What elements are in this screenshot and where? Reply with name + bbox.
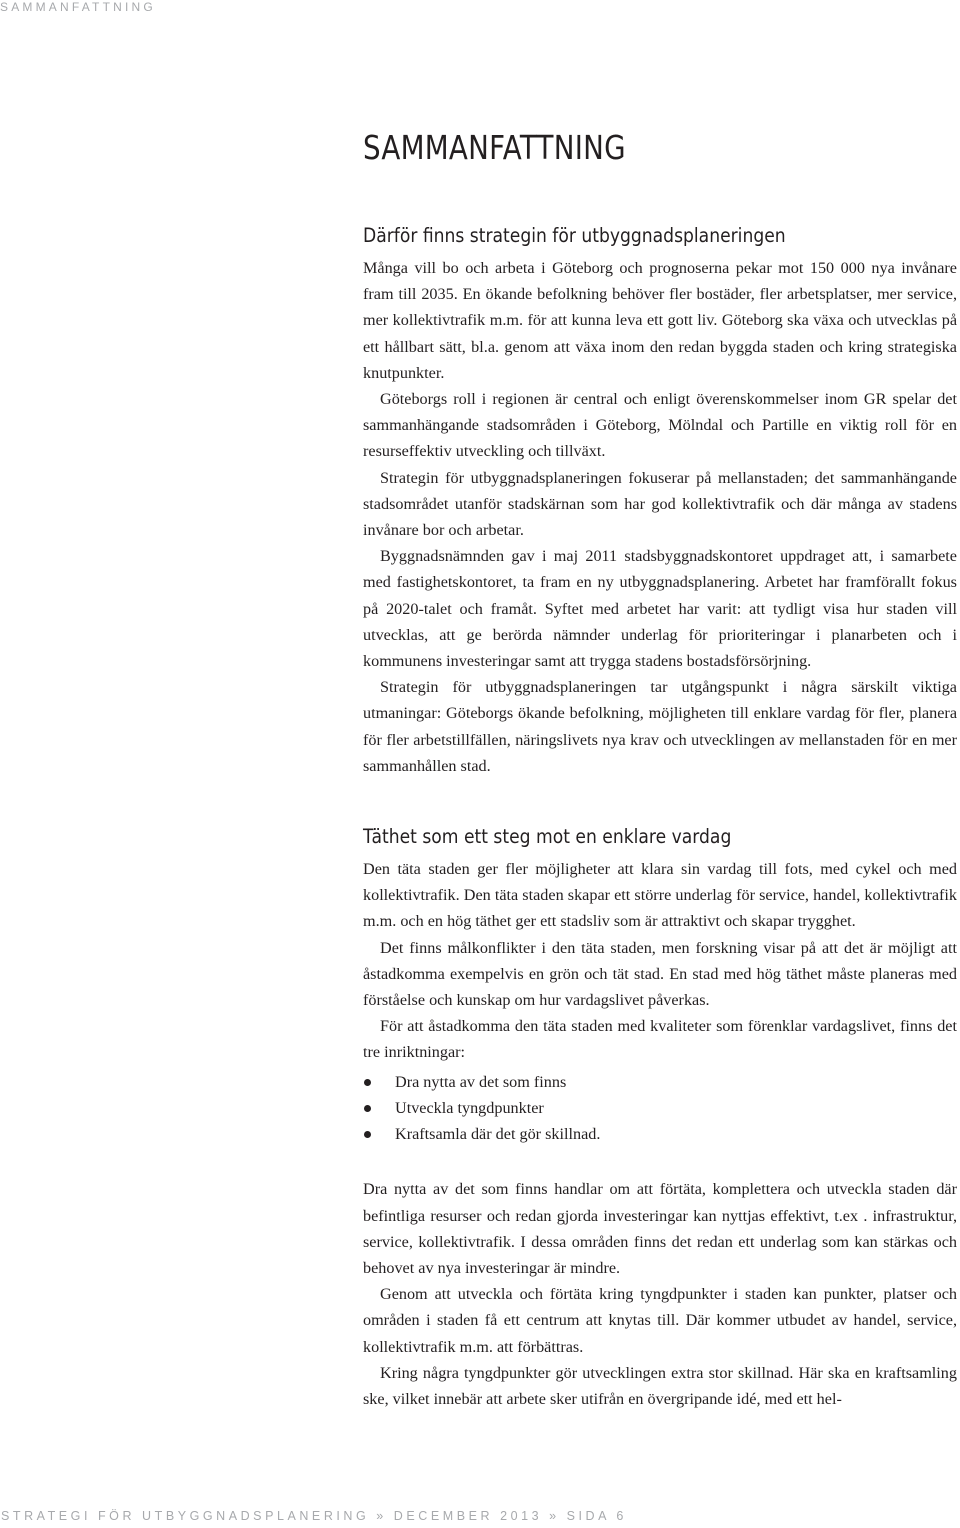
list-item (363, 1121, 957, 1147)
section-heading-density: Täthet som ett steg mot en enklare vardag (363, 825, 732, 849)
paragraph: Dra nytta av det som finns handlar om att förtäta, komplettera och utveckla staden där befintliga resurser och redan gjorda investeringar kan nyttjas effektivt, t.ex . infrastruktur, service, kollektivtrafik. I dessa områden finns det redan ett underlag som kan stärkas och behovet av nya investeringar är mindre. (363, 1180, 957, 1277)
paragraph: Kring några tyngdpunkter gör utvecklingen extra stor skillnad. Här ska en kraftsamling ske, vilket innebär att arbete sker utifrån en övergripande idé, med ett hel- (363, 1363, 957, 1408)
body-text (363, 224, 957, 1412)
bullet-list (363, 1069, 957, 1148)
page-title: SAMMANFATTNING (363, 128, 626, 167)
paragraph: Byggnadsnämnden gav i maj 2011 stadsbyggnadskontoret uppdraget att, i samarbete med fastighetskontoret, ta fram en ny utbyggnadsplanering. Arbetet har framförallt fokus på 2020-talet och framåt. Syftet med arbetet har varit: att tydligt visa hur staden vill utvecklas, att ge berörda nämnder underlag för prioriteringar i planarbeten och i kommunens investeringar samt att trygga stadens bostadsförsörjning. (363, 547, 957, 671)
paragraph: Genom att utveckla och förtäta kring tyngdpunkter i staden kan punkter, platser och områden i staden få ett centrum att knytas till. Där kommer utbudet av handel, service, kollektivtrafik m.m. att förbättras. (363, 1285, 957, 1356)
section-heading-strategy: Därför finns strategin för utbyggnadsplaneringen (363, 224, 786, 247)
paragraph: För att åstadkomma den täta staden med kvaliteter som förenklar vardagslivet, finns det tre inriktningar: (363, 1017, 957, 1062)
list-item (363, 1069, 957, 1095)
list-item-text: Kraftsamla där det gör skillnad. (395, 1125, 601, 1144)
list-item-text: Dra nytta av det som finns (395, 1072, 567, 1091)
paragraph: Många vill bo och arbeta i Göteborg och prognoserna pekar mot 150 000 nya invånare fram till 2035. En ökande befolkning behöver fler bostäder, fler arbetsplatser, mer service, mer kollektivtrafik m.m. för att kunna leva ett gott liv. Göteborg ska växa och utvecklas på ett hållbart sätt, bl.a. genom att växa inom den redan byggda staden och kring strategiska knutpunkter. (363, 259, 957, 382)
list-item (363, 1095, 957, 1121)
paragraph: Den täta staden ger fler möjligheter att klara sin vardag till fots, med cykel och med kollektivtrafik. Den täta staden skapar ett större underlag för service, handel, kollektivtrafik m.m. och en hög täthet ger ett stadsliv som är attraktivt och skapar trygghet. (363, 860, 957, 931)
paragraph: Strategin för utbyggnadsplaneringen tar utgångspunkt i några särskilt viktiga utmaningar: Göteborgs ökande befolkning, möjligheten till enklare vardag för fler, planera för fler arbetstillfällen, näringslivets nya krav och utvecklingen av mellanstaden för en mer sammanhållen stad. (363, 678, 957, 775)
page-footer: STRATEGI FÖR UTBYGGNADSPLANERING » DECEMBER 2013 » SIDA 6 (1, 1509, 627, 1523)
bullet-icon (364, 1131, 371, 1138)
bullet-icon (364, 1105, 371, 1112)
paragraph: Göteborgs roll i regionen är central och enligt överenskommelser inom GR spelar det sammanhängande stadsområden i Göteborg, Mölndal och Partille en viktig roll för en resurseffektiv utveckling och tillväxt. (363, 390, 957, 461)
spacer (363, 1147, 957, 1176)
bullet-icon (364, 1079, 371, 1086)
paragraph: Det finns målkonflikter i den täta staden, men forskning visar på att det är möjligt att åstadkomma exempelvis en grön och tät stad. En stad med hög täthet måste planeras med förståelse och kunskap om hur vardagslivet påverkas. (363, 938, 957, 1010)
list-item-text: Utveckla tyngdpunkter (395, 1098, 544, 1117)
running-header: SAMMANFATTNING (0, 0, 156, 14)
paragraph: Strategin för utbyggnadsplaneringen fokuserar på mellanstaden; det sammanhängande stadsområdet utanför stadskärnan som har god kollektivtrafik och där många av stadens invånare bor och arbetar. (363, 468, 957, 540)
